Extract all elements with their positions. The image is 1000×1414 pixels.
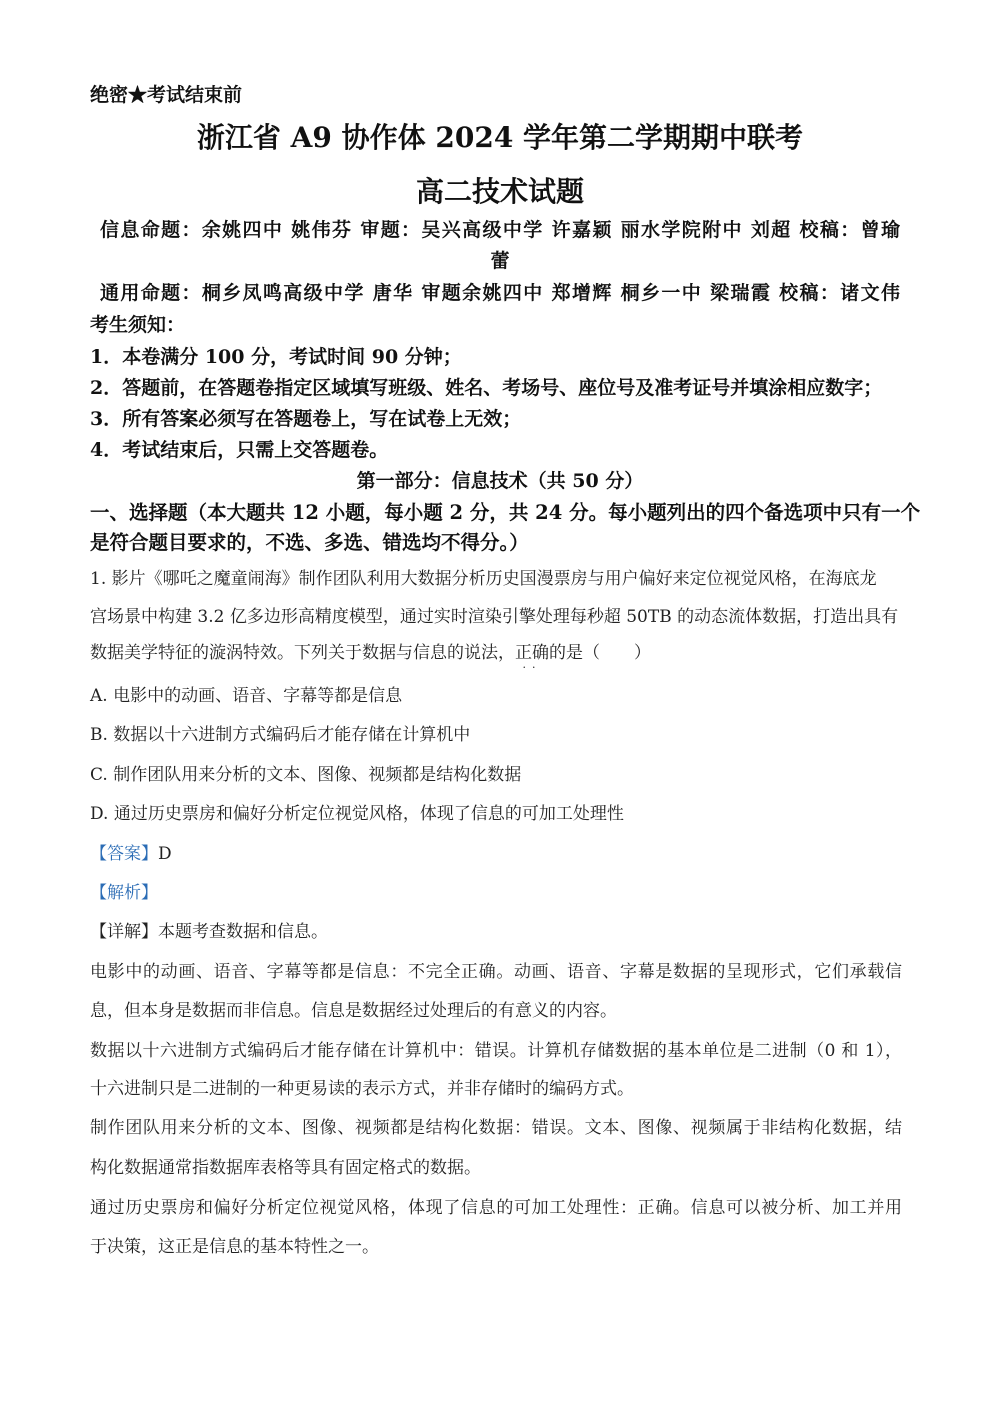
option-d: D. 通过历史票房和偏好分析定位视觉风格，体现了信息的可加工处理性	[90, 804, 624, 824]
explanation-line: 数据以十六进制方式编码后才能存储在计算机中：错误。计算机存储数据的基本单位是二进制（0 和 1），	[90, 1041, 902, 1061]
confidential-label: 绝密★考试结束前	[90, 84, 243, 106]
question-stem-line: 1. 影片《哪吒之魔童闹海》制作团队利用大数据分析历史国漫票房与用户偏好来定位视觉风格，在海底龙	[90, 569, 877, 589]
answer-tag: 【答案】	[90, 844, 158, 864]
notice-item: 3．所有答案必须写在答题卷上，写在试卷上无效；	[90, 408, 522, 430]
emphasis-mark	[515, 638, 549, 674]
part-title: 第一部分：信息技术（共 50 分）	[356, 470, 644, 492]
emphasis-dots-icon: ··	[522, 661, 542, 674]
option-a: A. 电影中的动画、语音、字幕等都是信息	[90, 686, 403, 706]
notice-item: 4．考试结束后，只需上交答题卷。	[90, 439, 389, 461]
explanation-line: 电影中的动画、语音、字幕等都是信息：不完全正确。动画、语音、字幕是数据的呈现形式，它们承载信	[90, 962, 902, 982]
question-stem-text: 数据美学特征的漩涡特效。下列关于数据与信息的说法，	[90, 643, 515, 663]
question-stem-line	[90, 638, 651, 674]
explanation-line: 息，但本身是数据而非信息。信息是数据经过处理后的有意义的内容。	[90, 1001, 617, 1021]
answer-line	[90, 839, 172, 864]
info-credits-line-continued: 蕾	[490, 250, 510, 272]
exam-subtitle: 高二技术试题	[415, 175, 584, 208]
detail-tag: 【详解】	[90, 922, 158, 942]
info-credits-line: 信息命题：余姚四中 姚伟芬 审题：吴兴高级中学 许嘉颖 丽水学院附中 刘超 校稿：曾瑜	[100, 219, 900, 241]
detail-line	[90, 917, 328, 942]
section-instructions-line: 是符合题目要求的，不选、多选、错选均不得分。）	[90, 531, 529, 554]
explanation-line: 十六进制只是二进制的一种更易读的表示方式，并非存储时的编码方式。	[90, 1079, 634, 1099]
notice-item: 1．本卷满分 100 分，考试时间 90 分钟；	[90, 346, 462, 368]
explanation-line: 制作团队用来分析的文本、图像、视频都是结构化数据：错误。文本、图像、视频属于非结构化数据，结	[90, 1118, 902, 1138]
general-credits-line: 通用命题：桐乡凤鸣高级中学 唐华 审题余姚四中 郑增辉 桐乡一中 梁瑞霞 校稿：诸文伟	[100, 282, 900, 304]
notice-item: 2．答题前，在答题卷指定区域填写班级、姓名、考场号、座位号及准考证号并填涂相应数字；	[90, 377, 883, 399]
question-stem-line: 宫场景中构建 3.2 亿多边形高精度模型，通过实时渲染引擎处理每秒超 50TB 的动态流体数据，打造出具有	[90, 607, 899, 627]
analysis-tag: 【解析】	[90, 883, 158, 903]
option-b: B. 数据以十六进制方式编码后才能存储在计算机中	[90, 725, 471, 745]
detail-intro: 本题考查数据和信息。	[158, 922, 328, 942]
section-instructions-line: 一、选择题（本大题共 12 小题，每小题 2 分，共 24 分。每小题列出的四个备选项中只有一个	[90, 501, 921, 524]
emphasis-text: 正确	[515, 643, 549, 663]
exam-title: 浙江省 A9 协作体 2024 学年第二学期期中联考	[196, 121, 804, 154]
notice-heading: 考生须知：	[90, 314, 186, 336]
question-stem-text: 的是（ ）	[549, 643, 651, 663]
explanation-line: 于决策，这正是信息的基本特性之一。	[90, 1237, 379, 1257]
answer-value: D	[158, 844, 172, 864]
explanation-line: 通过历史票房和偏好分析定位视觉风格，体现了信息的可加工处理性：正确。信息可以被分析、加工并用	[90, 1198, 902, 1218]
option-c: C. 制作团队用来分析的文本、图像、视频都是结构化数据	[90, 765, 522, 785]
explanation-line: 构化数据通常指数据库表格等具有固定格式的数据。	[90, 1158, 481, 1178]
